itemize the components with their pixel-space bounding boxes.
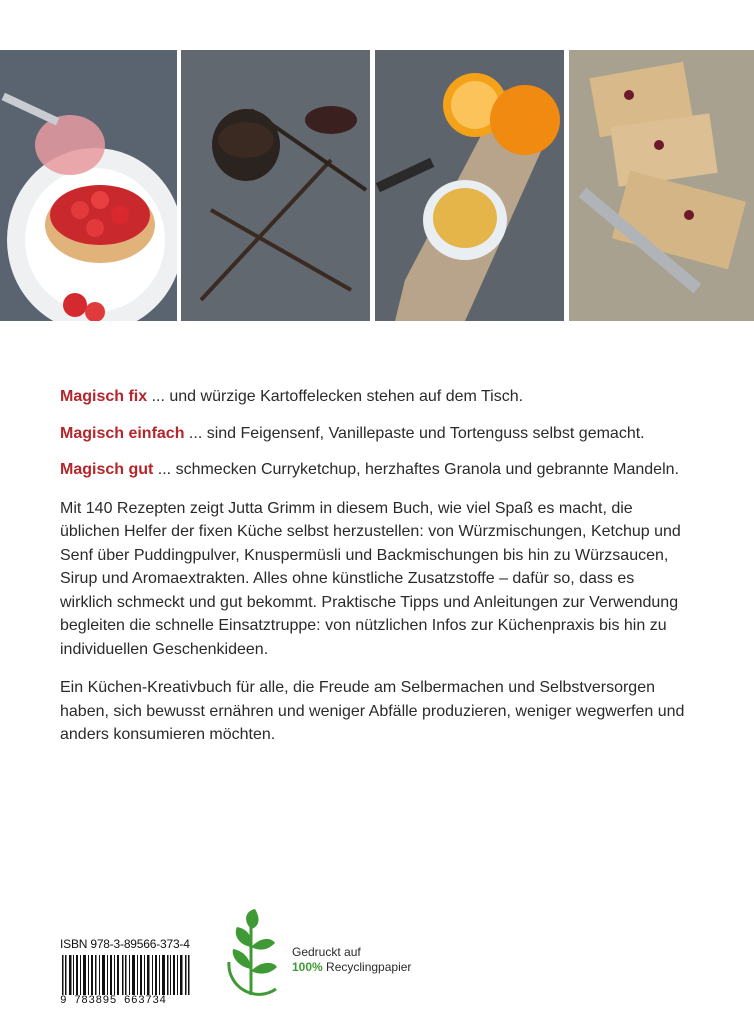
tagline-text: ... sind Feigensenf, Vanillepaste und Tortenguss selbst gemacht. — [184, 424, 645, 442]
tagline-text: ... und würzige Kartoffelecken stehen auf dem Tisch. — [147, 388, 524, 405]
description-paragraph: Mit 140 Rezepten zeigt Jutta Grimm in diesem Buch, wie viel Spaß es macht, die üblichen Helfer der fixen Küche selbst herzustellen: von Würzmischungen, Ketchup und Senf über Puddingpulver, Knuspermüsli und Backmischungen bis hin zu Würzsaucen, Sirup und Aromaextrakten. Alles ohne künstliche Zusatzstoffe – dafür so, dass es wirklich schmeckt und gut bekommt. Praktische Tipps und Anleitungen zur Verwendung begleiten die schnelle Einsatztruppe: von nützlichen Infos zur Küchenpraxis bis hin zu individuellen Geschenkideen. — [60, 499, 681, 658]
recycling-paper-note — [292, 945, 411, 975]
eco-paper: Recyclingpapier — [322, 960, 412, 974]
recycling-leaf-icon — [221, 907, 291, 1002]
photo-strip — [0, 50, 754, 321]
eco-percent: 100% — [292, 960, 323, 974]
audience-paragraph: Ein Küchen-Kreativbuch für alle, die Freude am Selbermachen und Selbstversorgen haben, sich bewusst ernähren und weniger Abfälle produzieren, weniger wegwerfen und anders konsumieren möchten. — [60, 679, 685, 743]
tagline-tag: Magisch einfach — [60, 424, 185, 442]
tagline-tag: Magisch fix — [60, 388, 148, 405]
tagline-gut — [60, 458, 690, 482]
eco-line1: Gedruckt auf — [292, 945, 361, 959]
eco-line2 — [292, 960, 411, 975]
strawberry-tart-photo — [0, 50, 177, 321]
tagline-tag: Magisch gut — [60, 461, 154, 478]
blurb — [60, 385, 690, 762]
fruit-bread-photo — [569, 50, 754, 321]
isbn-label: ISBN 978-3-89566-373-4 — [60, 937, 190, 951]
tagline-text: ... schmecken Curryketchup, herzhaftes Granola und gebrannte Mandeln. — [153, 461, 679, 478]
barcode-digits: 9 783895 663734 — [60, 995, 195, 1007]
tagline-fix — [60, 385, 690, 409]
vanilla-paste-photo — [181, 50, 370, 321]
orange-pudding-powder-photo — [375, 50, 564, 321]
tagline-einfach — [60, 422, 690, 446]
